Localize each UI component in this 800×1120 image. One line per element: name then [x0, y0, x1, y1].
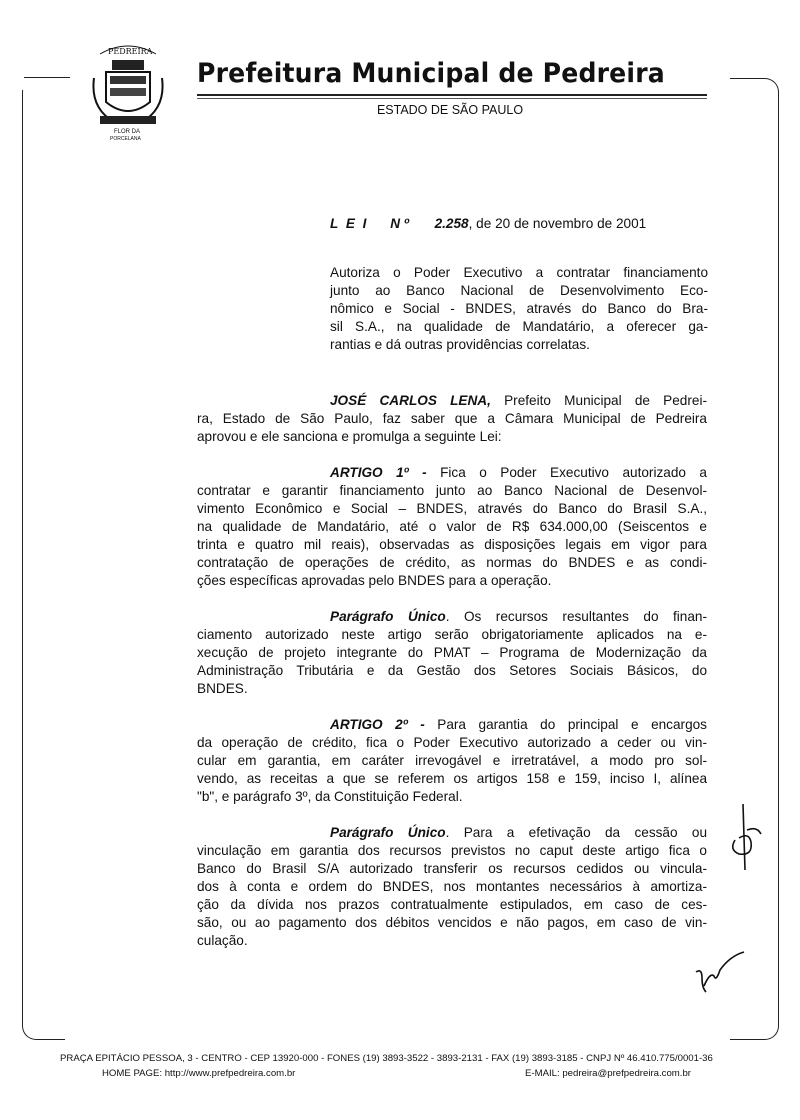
law-date: , de 20 de novembro de 2001 [468, 216, 647, 231]
article-1 [197, 464, 707, 590]
text-line: Fica o Poder Executivo autorizado a [426, 465, 707, 480]
rubric-signature [690, 950, 750, 1000]
paragraph-label: Parágrafo Único [330, 609, 446, 624]
frame-gap [20, 70, 90, 90]
text-line: ções específicas aprovadas pelo BNDES para a operação. [197, 573, 552, 588]
text-line: da operação de crédito, fica o Poder Executivo autorizado a ceder ou vin- [197, 735, 707, 750]
article-2-paragraph [197, 824, 707, 950]
law-number: 2.258 [434, 216, 469, 231]
text-line: Administração Tributária e da Gestão dos Setores Sociais Básicos, do [197, 663, 707, 678]
state-subtitle: ESTADO DE SÃO PAULO [376, 103, 524, 117]
text-line: xecução de projeto integrante do PMAT – Programa de Modernização da [197, 645, 707, 660]
text-line: contratação de operações de crédito, as normas do BNDES e as condi- [197, 555, 707, 570]
page-frame-right [730, 78, 779, 1040]
text-line: culação. [197, 933, 248, 948]
footer-address: PRAÇA EPITÁCIO PESSOA, 3 - CENTRO - CEP 13920-000 - FONES (19) 3893-3522 - 3893-2131 - FAX (19) 3893-3185 - CNPJ Nº 46.410.775/0001-36 [60, 1053, 713, 1064]
text-line: vimento Econômico e Social – BNDES, através do Banco do Brasil S.A., [197, 501, 707, 516]
text-line: contratar e garantir financiamento junto ao Banco Nacional de Desenvol- [197, 483, 707, 498]
signature-initials [725, 800, 765, 880]
title-underline [197, 94, 707, 96]
article-1-label: ARTIGO 1º - [330, 465, 427, 480]
frame-line [24, 77, 70, 78]
text-line: são, ou ao pagamento dos débitos vencidos e não pagos, em caso de vin- [197, 915, 707, 930]
text-line: na qualidade de Mandatário, até o valor de R$ 634.000,00 (Seiscentos e [197, 519, 707, 534]
text-line: "b", e parágrafo 3º, da Constituição Federal. [197, 789, 463, 804]
text-line: Banco do Brasil S/A autorizado transferir os recursos cedidos ou vincula- [197, 861, 707, 876]
summary-line: nômico e Social - BNDES, através do Banco do Bra- [330, 301, 708, 316]
text-line: Para garantia do principal e encargos [424, 717, 707, 732]
paragraph-label: Parágrafo Único [330, 825, 446, 840]
text-line: trinta e quatro mil reais), observadas as disposições legais em vigor para [197, 537, 707, 552]
text-line: . Para a efetivação da cessão ou [445, 825, 707, 840]
intro-paragraph [197, 392, 707, 446]
lei-label: L E I [330, 216, 369, 231]
text-line: vinculação em garantia dos recursos previstos no caput deste artigo fica o [197, 843, 707, 858]
law-summary [330, 264, 708, 354]
page-title: Prefeitura Municipal de Pedreira [197, 58, 665, 89]
summary-line: sil S.A., na qualidade de Mandatário, a oferecer ga- [330, 319, 708, 334]
law-heading [330, 216, 708, 231]
article-2 [197, 716, 707, 806]
svg-text:PEDREIRA: PEDREIRA [108, 47, 153, 56]
text-line: cular em garantia, em caráter irrevogável e irretratável, a modo pro sol- [197, 753, 707, 768]
article-2-label: ARTIGO 2º - [330, 717, 425, 732]
svg-text:PORCELANA: PORCELANA [110, 136, 141, 142]
summary-line: rantias e dá outras providências correlatas. [330, 337, 590, 352]
mayor-name: JOSÉ CARLOS LENA, [330, 393, 491, 408]
page-frame-left [22, 78, 65, 1040]
text-line: ção da dívida nos prazos contratualmente estipulados, em caso de ces- [197, 897, 707, 912]
footer-email[interactable]: E-MAIL: pedreira@prefpedreira.com.br [525, 1068, 691, 1079]
text-line: dos à conta e ordem do BNDES, nos montantes necessários à amortiza- [197, 879, 707, 894]
municipal-crest-logo [88, 38, 168, 142]
footer-homepage[interactable]: HOME PAGE: http://www.prefpedreira.com.br [102, 1068, 296, 1079]
text-line: Prefeito Municipal de Pedrei- [490, 393, 707, 408]
text-line: . Os recursos resultantes do finan- [445, 609, 707, 624]
text-line: vendo, as receitas a que se referem os artigos 158 e 159, inciso I, alínea [197, 771, 707, 786]
svg-text:FLOR DA: FLOR DA [114, 129, 141, 135]
text-line: ra, Estado de São Paulo, faz saber que a Câmara Municipal de Pedreira [197, 411, 707, 426]
summary-line: junto ao Banco Nacional de Desenvolvimento Eco- [330, 283, 708, 298]
article-1-paragraph [197, 608, 707, 698]
number-label: N º [390, 216, 409, 231]
summary-line: Autoriza o Poder Executivo a contratar financiamento [330, 265, 708, 280]
text-line: aprovou e ele sanciona e promulga a seguinte Lei: [197, 429, 502, 444]
text-line: BNDES. [197, 681, 248, 696]
text-line: ciamento autorizado neste artigo serão obrigatoriamente aplicados na e- [197, 627, 707, 642]
title-underline-thin [197, 98, 707, 99]
